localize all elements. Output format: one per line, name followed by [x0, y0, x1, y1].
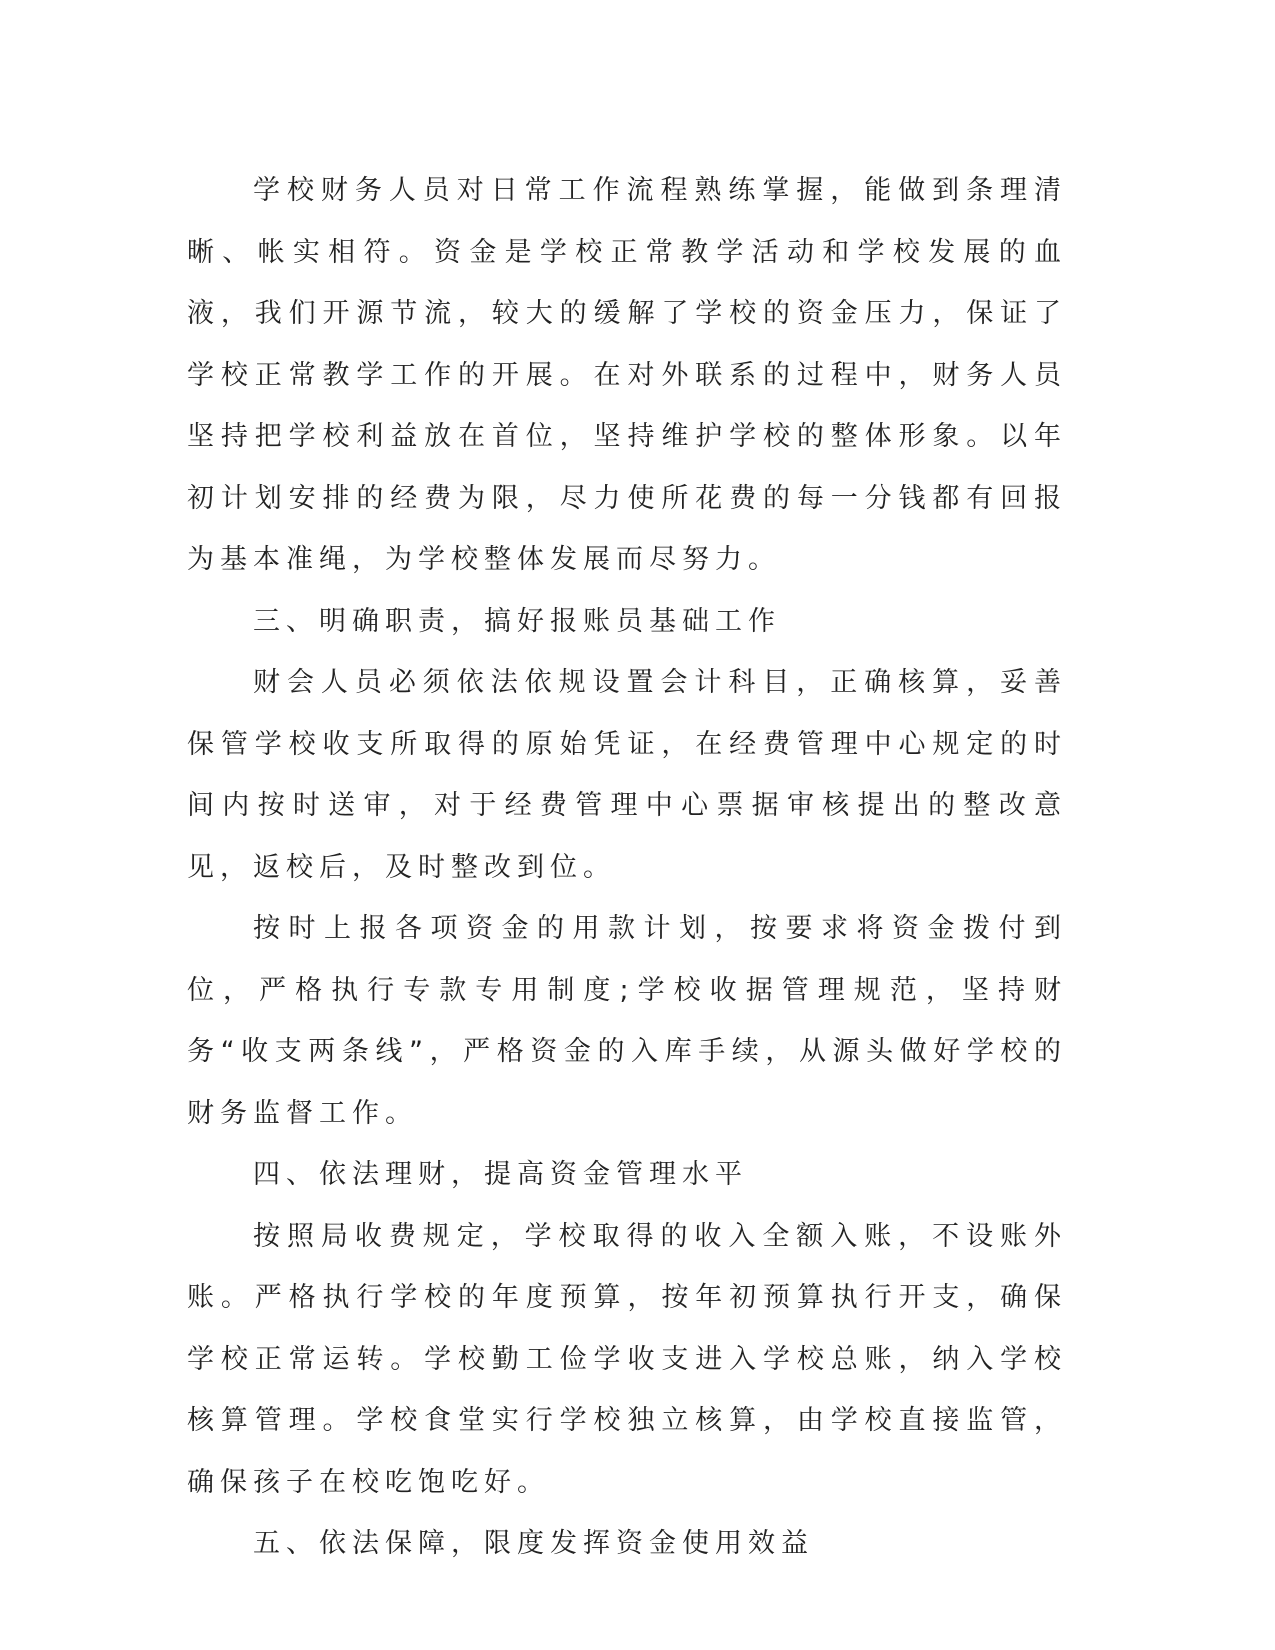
paragraph-budget: 按照局收费规定，学校取得的收入全额入账，不设账外账。严格执行学校的年度预算，按年初预算执行开支，确保学校正常运转。学校勤工俭学收支进入学校总账，纳入学校核算管理。学校食堂实行学校独立核算，由学校直接监管，确保孩子在校吃饱吃好。 — [187, 1220, 1067, 1498]
paragraph-accounting: 财会人员必须依法依规设置会计科目，正确核算，妥善保管学校收支所取得的原始凭证，在经费管理中心规定的时间内按时送审，对于经费管理中心票据审核提出的整改意见，返校后，及时整改到位。 — [187, 667, 1067, 883]
paragraph-finance-staff: 学校财务人员对日常工作流程熟练掌握，能做到条理清晰、帐实相符。资金是学校正常教学活动和学校发展的血液，我们开源节流，较大的缓解了学校的资金压力，保证了学校正常教学工作的开展。在对外联系的过程中，财务人员坚持把学校利益放在首位，坚持维护学校的整体形象。以年初计划安排的经费为限，尽力使所花费的每一分钱都有回报为基本准绳，为学校整体发展而尽努力。 — [187, 175, 1067, 575]
paragraph-fund-plan: 按时上报各项资金的用款计划，按要求将资金拨付到位，严格执行专款专用制度;学校收据管理规范，坚持财务“收支两条线”，严格资金的入库手续，从源头做好学校的财务监督工作。 — [187, 913, 1067, 1129]
heading-section-4: 四、依法理财，提高资金管理水平 — [253, 1159, 748, 1190]
document-body — [187, 160, 1067, 1575]
heading-section-5: 五、依法保障，限度发挥资金使用效益 — [253, 1528, 814, 1559]
heading-section-3: 三、明确职责，搞好报账员基础工作 — [253, 605, 781, 637]
